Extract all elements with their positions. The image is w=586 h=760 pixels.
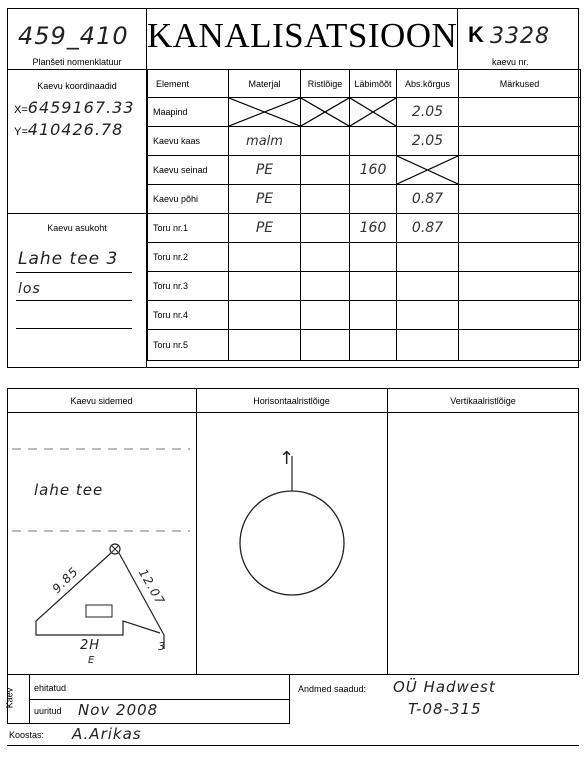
row-elevation: [397, 330, 458, 360]
horizontal-section-label: Horisontaalristlõige: [253, 396, 330, 406]
row-material: [229, 272, 300, 300]
divider: [457, 8, 458, 69]
x-value: 6459167.33: [27, 98, 135, 117]
row-material: [229, 243, 300, 271]
sketch-distance-1: 9.85: [49, 564, 82, 596]
underline: [16, 328, 132, 329]
row-elevation: 0.87: [411, 191, 444, 207]
coordinate-y: [14, 120, 123, 140]
compiled-value: A.Arikas: [72, 725, 142, 743]
crossed-cell: [350, 98, 397, 127]
coordinates-label: Kaevu koordinaadid: [37, 81, 117, 91]
table-header-row: [148, 70, 581, 98]
row-cross: [301, 214, 349, 242]
measured-label: uuritud: [34, 706, 62, 716]
north-arrow-icon: ↑: [279, 448, 296, 469]
row-notes: [459, 243, 580, 271]
row-material: [229, 98, 300, 126]
x-label: X=: [14, 104, 28, 116]
row-element: Toru nr.4: [148, 301, 229, 330]
table-row: [148, 156, 581, 185]
compiled-label: Koostas:: [9, 730, 45, 740]
row-diameter: 160: [359, 220, 387, 236]
divider: [29, 699, 290, 700]
row-cross: [301, 272, 349, 300]
location-line-1: Lahe tee 3: [18, 249, 119, 269]
sheet-number: 459_410: [18, 22, 129, 50]
row-material: PE: [255, 220, 274, 236]
connections-sketch: [8, 413, 196, 674]
sketch-house-label: 2H: [80, 638, 101, 653]
row-material: malm: [246, 133, 283, 149]
row-notes: [459, 127, 580, 155]
data-source-label: Andmed saadud:: [298, 684, 367, 694]
crossed-cell: [397, 156, 459, 185]
connections-label: Kaevu sidemed: [70, 396, 133, 406]
row-diameter: [350, 301, 396, 329]
row-cross: [301, 243, 349, 271]
col-header-element: Element: [148, 70, 229, 98]
side-label: Kaev: [4, 687, 15, 709]
col-header-notes: Märkused: [459, 70, 581, 98]
row-cross: [301, 301, 349, 329]
col-header-elevation: Abs.kõrgus: [397, 70, 459, 98]
row-material: [229, 301, 300, 329]
row-diameter: 160: [359, 162, 387, 178]
col-header-diameter: Läbimõõt: [350, 70, 397, 98]
row-elevation: 2.05: [411, 104, 444, 120]
row-cross: [301, 330, 349, 360]
row-elevation: [397, 156, 458, 184]
divider: [387, 388, 388, 675]
table-row: [148, 272, 581, 301]
row-elevation: [397, 301, 458, 329]
built-label: ehitatud: [34, 683, 67, 693]
data-source-value-1: OÜ Hadwest: [393, 678, 496, 696]
sketch-distance-2: 12.07: [135, 566, 168, 608]
row-element: Toru nr.1: [148, 214, 229, 243]
row-element: Kaevu kaas: [148, 127, 229, 156]
row-cross: [301, 185, 349, 213]
row-cross: [301, 127, 349, 155]
row-notes: [459, 330, 580, 360]
sheet-label: Planšeti nomenklatuur: [32, 57, 122, 67]
divider: [7, 213, 147, 214]
table-row: [148, 301, 581, 330]
divider: [7, 69, 147, 70]
row-diameter: [350, 98, 396, 126]
row-elevation: 0.87: [411, 220, 444, 236]
crossed-cell: [301, 98, 350, 127]
location-label: Kaevu asukoht: [47, 223, 107, 233]
elements-table: [147, 69, 581, 361]
well-label: kaevu nr.: [492, 57, 529, 67]
y-label: Y=: [14, 126, 28, 138]
col-header-material: Materjal: [229, 70, 301, 98]
table-row: [148, 98, 581, 127]
well-number: 3328: [490, 24, 550, 49]
row-material: [229, 330, 300, 360]
row-element: Maapind: [148, 98, 229, 127]
row-diameter: [350, 185, 396, 213]
row-elevation: [397, 272, 458, 300]
row-elevation: 2.05: [411, 133, 444, 149]
row-notes: [459, 214, 580, 242]
row-notes: [459, 272, 580, 300]
divider: [7, 745, 579, 746]
sketch-corner-label: 3: [158, 640, 166, 653]
underline: [16, 300, 132, 301]
vertical-section-label: Vertikaalristlõige: [450, 396, 516, 406]
table-row: [148, 243, 581, 272]
sketch-street-label: lahe tee: [34, 481, 104, 499]
crossed-cell: [229, 98, 301, 127]
row-notes: [459, 156, 580, 184]
row-cross: [301, 156, 349, 184]
row-diameter: [350, 127, 396, 155]
row-element: Toru nr.2: [148, 243, 229, 272]
row-diameter: [350, 243, 396, 271]
row-diameter: [350, 272, 396, 300]
table-row: [148, 214, 581, 243]
row-notes: [459, 98, 580, 126]
row-element: Kaevu seinad: [148, 156, 229, 185]
row-elevation: [397, 243, 458, 271]
page-title: KANALISATSIOON: [147, 16, 458, 55]
underline: [16, 272, 132, 273]
col-header-cross-section: Ristlõige: [301, 70, 350, 98]
row-element: Kaevu põhi: [148, 185, 229, 214]
location-line-2: los: [18, 281, 41, 297]
data-source-value-2: T-08-315: [408, 700, 482, 718]
row-element: Toru nr.3: [148, 272, 229, 301]
table-row: [148, 127, 581, 156]
measured-value: Nov 2008: [78, 701, 159, 719]
y-value: 410426.78: [27, 120, 124, 139]
table-row: [148, 330, 581, 361]
divider: [7, 723, 290, 724]
row-element: Toru nr.5: [148, 330, 229, 361]
sketch-house-sub: E: [88, 655, 96, 666]
table-row: [148, 185, 581, 214]
row-notes: [459, 301, 580, 329]
well-prefix: K: [468, 22, 484, 47]
row-notes: [459, 185, 580, 213]
row-cross: [301, 98, 349, 126]
coordinate-x: [14, 98, 134, 118]
row-diameter: [350, 330, 396, 360]
row-material: PE: [255, 162, 274, 178]
row-material: PE: [255, 191, 274, 207]
